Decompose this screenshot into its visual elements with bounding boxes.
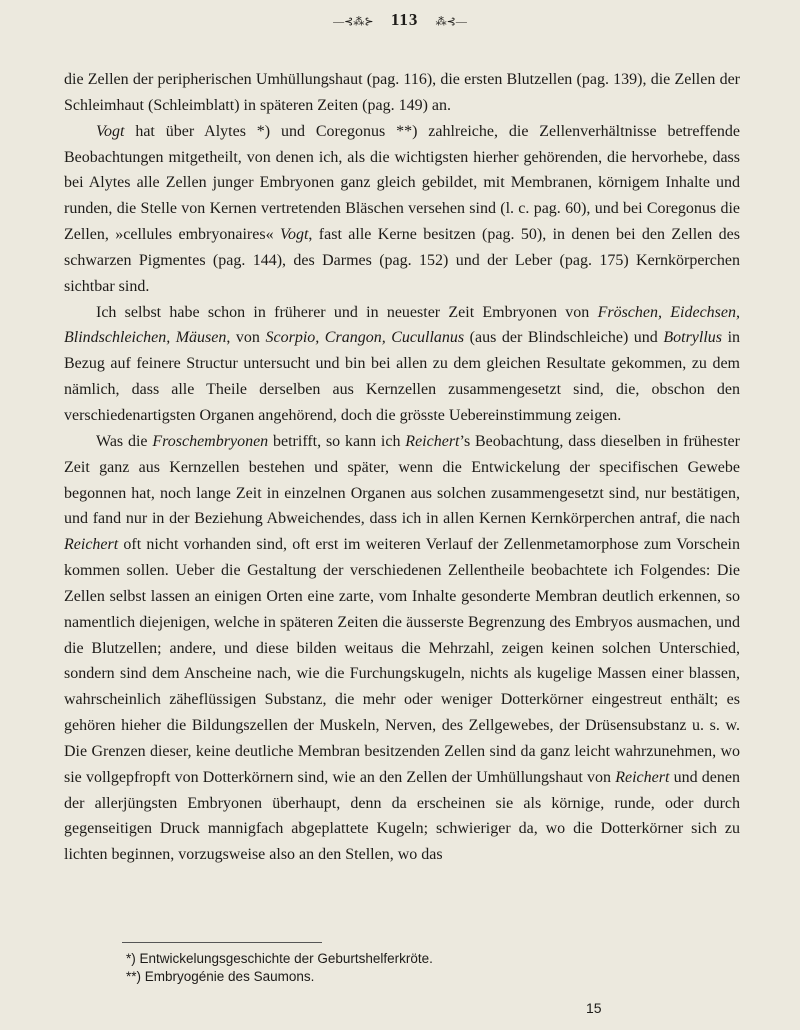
text-run: Ich selbst habe schon in früherer und in neuester Zeit Embryonen von [96, 303, 598, 321]
ornament-right-icon: ⁂⊰— [435, 15, 467, 28]
ornament-left-icon: —⊰⁂⊱ [333, 15, 374, 28]
page-number: 113 [390, 10, 419, 29]
body-text [64, 67, 740, 868]
paragraph [64, 119, 740, 300]
paragraph [64, 429, 740, 868]
italic-text: Reichert [615, 768, 670, 786]
footnote-divider [122, 942, 322, 943]
text-run: die Zellen der peripherischen Umhüllungshaut (pag. 116), die ersten Blutzellen (pag. 139), die Zellen der Schleimhaut (Schleimblatt) in späteren Zeiten (pag. 149) an. [64, 71, 740, 114]
text-run: in Bezug auf feinere Structur untersucht und bin bei allen zu dem gleichen Resultate gekommen, zu dem nämlich, dass alle Theile derselben aus Kernzellen zusammengesetzt sind, die, obschon den verschiedenartigsten Organen angehörend, doch die grösste Uebereinstimmung zeigen. [64, 329, 741, 424]
paragraph [64, 67, 740, 119]
footnote: *) Entwickelungsgeschichte der Geburtshelferkröte. [126, 951, 433, 966]
page-header [0, 10, 800, 30]
italic-text: Reichert [64, 536, 119, 554]
text-run: oft nicht vorhanden sind, oft erst im weiteren Verlauf der Zellenmetamorphose zum Vorschein kommen sollen. Ueber die Gestaltung der verschiedenen Zellentheile beobachtete ich Folgendes: Die Zellen selbst lassen an einigen Orten eine zarte, vom Inhalte gesonderte Membran deutlich erkennen, so namentlich diejenigen, welche in späteren Zeiten die äusserste Begrenzung des Embryos ausmachen, und die Blutzellen; andere, und diese bilden weitaus die Mehrzahl, zeigen keinen solchen Unterschied, sondern sind dem Anscheine nach, wie die Furchungskugeln, nichts als kugelige Massen einer blassen, wahrscheinlich zäheflüssigen Substanz, die mehr oder weniger Dotterkörner eingestreut enthält; es gehören hieher die Bildungszellen der Muskeln, Nerven, des Zellgewebes, der Drüsensubstanz u. s. w. Die Grenzen dieser, keine deutliche Membran besitzenden Zellen sind da ganz leicht wahrzunehmen, wo sie vollgepfropft von Dotterkörnern sind, wie an den Zellen der Umhüllungshaut von [64, 536, 740, 786]
text-run: Was die [96, 432, 153, 450]
text-run: , von [226, 329, 266, 347]
footnote: **) Embryogénie des Saumons. [126, 969, 315, 984]
text-run: betrifft, so kann ich [268, 432, 406, 450]
footnotes [126, 950, 726, 986]
italic-text: Froschembryonen [152, 432, 269, 450]
italic-text: Vogt [96, 122, 125, 140]
italic-text: Vogt [279, 226, 309, 244]
italic-text: Botryllus [663, 329, 723, 347]
italic-text: Reichert [405, 432, 460, 450]
signature-mark: 15 [586, 1000, 602, 1016]
text-run: hat über Alytes *) und Coregonus **) zahlreiche, die Zellenverhältnisse betreffende Beobachtungen mitgetheilt, von denen ich, als die wichtigsten hierher gehörenden, die hervorhebe, dass bei Alytes alle Zellen junger Embryonen ganz gleich gebildet, mit Membranen, körnigem Inhalte und runden, die Stelle von Kernen vertretenden Bläschen versehen sind (l. c. pag. 60), und bei Coregonus die Zellen, »cellules embryonaires« [64, 122, 740, 244]
text-run: (aus der Blindschleiche) und [464, 329, 664, 347]
text-run: , fast alle Kerne besitzen (pag. 50), in denen bei den Zellen des schwarzen Pigmentes (pag. 144), des Darmes (pag. 152) und der Leber (pag. 175) Kernkörperchen sichtbar sind. [64, 226, 741, 295]
italic-text: Fröschen, Eidechsen, Blindschleichen, Mäusen [64, 303, 740, 347]
text-run: und denen der allerjüngsten Embryonen überhaupt, denn da erscheinen sie als körnige, runde, oder durch gegenseitigen Druck mannigfach abgeplattete Kugeln; schwieriger da, wo die Dotterkörner sich zu lichten beginnen, vorzugsweise also an den Stellen, wo das [64, 768, 741, 864]
text-run: ’s Beobachtung, dass dieselben in frühester Zeit ganz aus Kernzellen bestehen und später, wenn die Entwickelung der specifischen Gewebe begonnen hat, noch lange Zeit in einzelnen Organen aus solchen zusammengesetzt sind, nur bestätigen, und fand nur in der Beziehung Abweichendes, dass ich in allen Kernen Kernkörperchen antraf, die nach [64, 432, 740, 528]
italic-text: Scorpio, Crangon, Cucullanus [265, 329, 465, 347]
paragraph [64, 300, 740, 429]
